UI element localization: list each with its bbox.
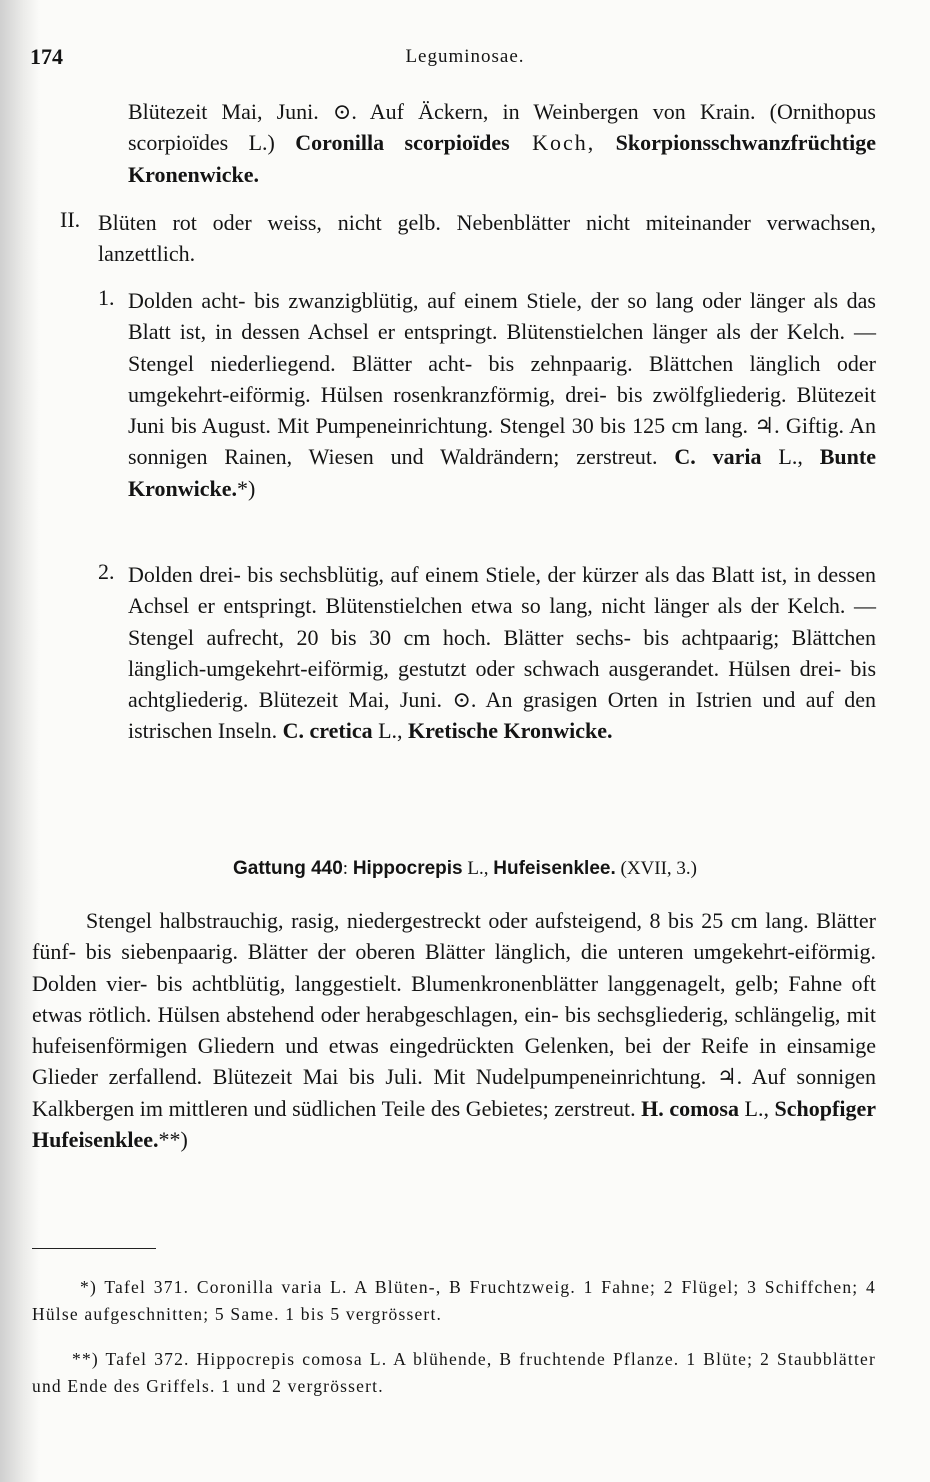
common-name: Schopfiger Hufeisenklee.	[32, 1095, 876, 1153]
common-name: Skorpionsschwanzfrüchtige Kronenwicke.	[128, 130, 877, 187]
genus-author: L.,	[462, 858, 494, 879]
species-name: C. cretica	[282, 718, 373, 744]
species-author: L.,	[738, 1095, 775, 1121]
footnote-ref: *)	[236, 475, 256, 501]
genus-common-name: Hufeisenklee.	[493, 858, 616, 879]
section-marker: II.	[60, 207, 81, 232]
species-author: L.,	[372, 718, 409, 744]
species-author: Koch,	[509, 130, 596, 156]
footnote-1: *) Tafel 371. Coronilla varia L. A Blüten-, B Fruchtzweig. 1 Fahne; 2 Flügel; 3 Schiffchen; 4 Hülse aufgeschnitten; 5 Same. 1 bis 5 vergrössert.	[32, 1277, 876, 1324]
species-name: H. comosa	[641, 1095, 739, 1121]
item-1-marker: 1.	[98, 285, 115, 310]
section-2-text: Blüten rot oder weiss, nicht gelb. Nebenblätter nicht miteinander verwachsen, lanzettlich.	[98, 210, 876, 267]
item-1-coronilla-varia: Dolden acht- bis zwanzigblütig, auf einem Stiele, der so lang oder länger als das Blatt ist, in dessen Achsel er entspringt. Blütenstielchen länger als der Kelch. — Stengel niederliegend. Blätter acht- bis zehnpaarig. Blättchen länglich oder umgekehrt-eiförmig. Hülsen rosenkranzförmig, drei- bis zwölfgliederig. Blütezeit Juni bis August. Mit Pumpeneinrichtung. Stengel 30 bis 125 cm lang. ♃. Giftig. An sonnigen Rainen, Wiesen und Waldrändern; zerstreut. C. varia L., Bunte Kronwicke.*)	[128, 288, 876, 501]
running-title: Leguminosae.	[405, 46, 525, 67]
footnote-ref: **)	[158, 1127, 188, 1153]
common-name: Bunte Kronwicke.	[128, 444, 876, 501]
species-author: L.,	[761, 444, 820, 470]
common-name: Kretische Kronwicke.	[408, 718, 613, 744]
genus-number: Gattung 440	[232, 858, 343, 879]
genus-class-ref: (XVII, 3.)	[615, 858, 698, 879]
footnote-2: **) Tafel 372. Hippocrepis comosa L. A blühende, B fruchtende Pflanze. 1 Blüte; 2 Staubblätter und Ende des Griffels. 1 und 2 vergrössert.	[32, 1349, 876, 1396]
paragraph-coronilla-scorpioides: Blütezeit Mai, Juni. ⊙. Auf Äckern, in Weinbergen von Krain. (Ornithopus scorpioïdes L.) Coronilla scorpioïdes Koch, Skorpionsschwanzfrüchtige Kronenwicke.	[128, 99, 877, 187]
species-name: Coronilla scorpioïdes	[295, 130, 510, 156]
species-name: C. varia	[674, 444, 762, 470]
page-number: 174	[30, 44, 63, 69]
footnote-divider	[32, 1248, 156, 1249]
paragraph-hippocrepis: Stengel halbstrauchig, rasig, niedergestreckt oder aufsteigend, 8 bis 25 cm lang. Blätter fünf- bis siebenpaarig. Blätter der oberen Blätter länglich, die unteren umgekehrt-eiförmig. Dolden vier- bis achtblütig, langgestielt. Blumenkronenblätter langgenagelt, gelb; Fahne oft etwas rötlich. Hülsen abstehend oder herabgeschlagen, ein- bis sechsgliederig, schlängelig, mit hufeisenförmigen Gliedern und etwas eingedrückten Gelenken, bei der Reife in einsamige Glieder zerfallend. Blütezeit Mai bis Juli. Mit Nudelpumpeneinrichtung. ♃. Auf sonnigen Kalkbergen im mittleren und südlichen Teile des Gebietes; zerstreut. H. comosa L., Schopfiger Hufeisenklee.**)	[32, 908, 876, 1153]
item-2-marker: 2.	[98, 559, 115, 584]
genus-name: Hippocrepis	[352, 858, 463, 879]
genus-heading: Gattung 440: Hippocrepis L., Hufeisenklee. (XVII, 3.)	[232, 858, 698, 879]
item-2-coronilla-cretica: Dolden drei- bis sechsblütig, auf einem Stiele, der kürzer als das Blatt ist, in dessen Achsel er entspringt. Blütenstielchen etwa so lang, nicht länger als der Kelch. — Stengel aufrecht, 20 bis 30 cm hoch. Blätter sechs- bis achtpaarig; Blättchen länglich-umgekehrt-eiförmig, gestutzt oder schwach ausgerandet. Hülsen drei- bis achtgliederig. Blütezeit Mai, Juni. ⊙. An grasigen Orten in Istrien und auf den istrischen Inseln. C. cretica L., Kretische Kronwicke.	[128, 562, 876, 744]
page-header	[30, 44, 900, 74]
